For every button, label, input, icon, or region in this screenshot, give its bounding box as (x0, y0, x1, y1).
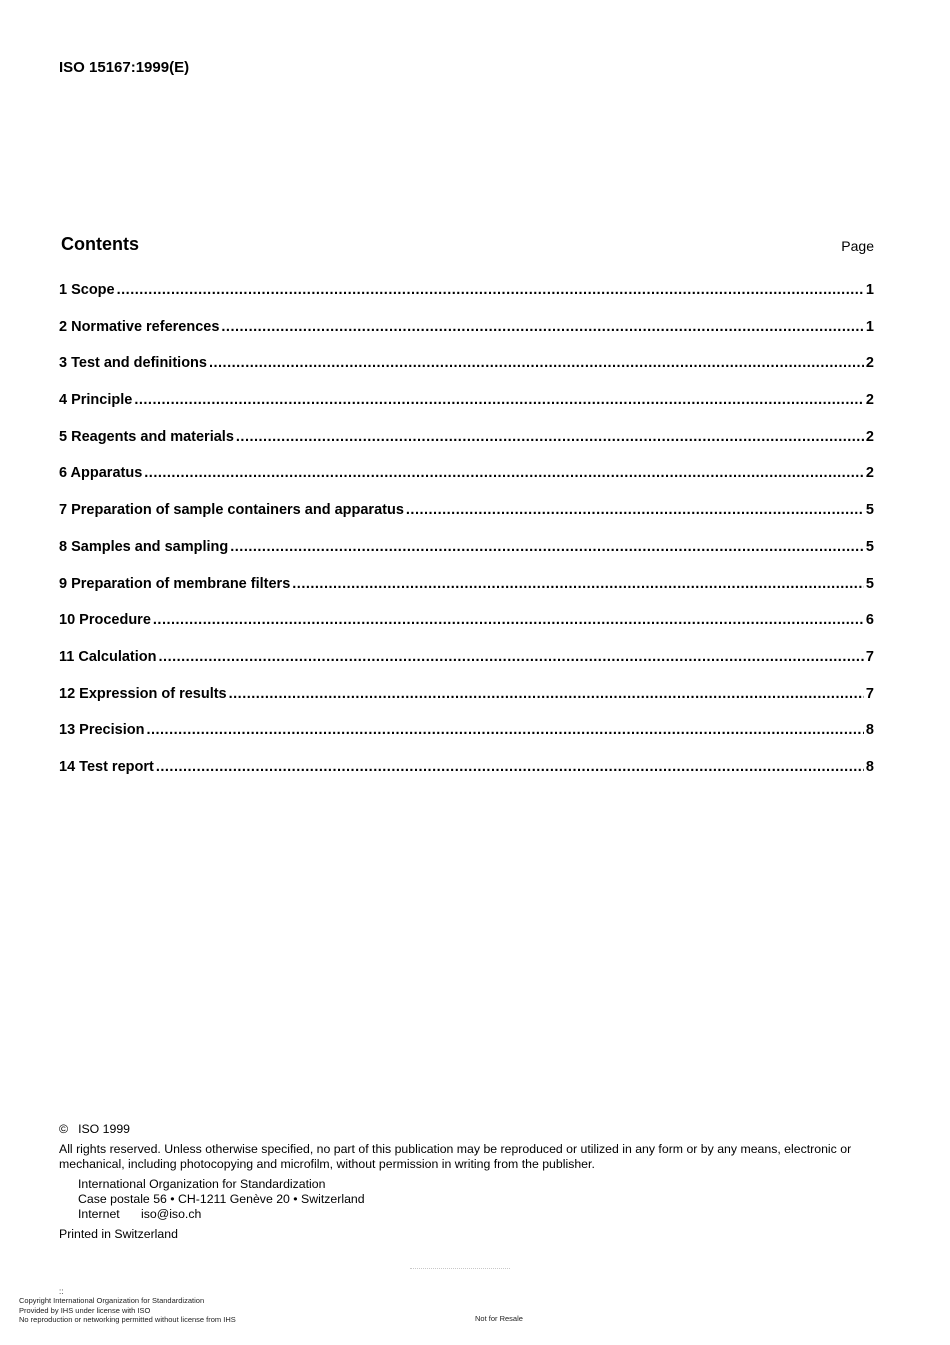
toc-dot-leader (156, 759, 864, 775)
publisher-address (78, 1177, 879, 1222)
toc-entry-page: 8 (865, 722, 874, 739)
publisher-name: International Organization for Standardization (78, 1177, 326, 1191)
toc-dot-leader (406, 502, 864, 518)
toc-entry-test-report[interactable] (59, 759, 874, 796)
toc-entry-title: 2 Normative references (59, 318, 220, 335)
toc-entry-procedure[interactable] (59, 612, 874, 649)
toc-entry-page: 7 (865, 685, 874, 702)
toc-entry-samples-and-sampling[interactable] (59, 539, 874, 576)
toc-dot-leader (292, 576, 864, 592)
copyright-symbol: © (59, 1122, 69, 1136)
toc-entry-reagents-and-materials[interactable] (59, 429, 874, 466)
toc-entry-page: 2 (865, 465, 874, 482)
toc-dot-leader (134, 392, 864, 408)
copyright-line (59, 1122, 879, 1137)
toc-entry-page: 5 (865, 502, 874, 519)
toc-entry-expression-of-results[interactable] (59, 686, 874, 723)
license-footer (19, 1288, 236, 1325)
footer-provided-line: Provided by IHS under license with ISO (19, 1305, 151, 1315)
toc-entry-title: 13 Precision (59, 722, 145, 739)
toc-dot-leader (229, 686, 864, 702)
toc-entry-title: 5 Reagents and materials (59, 428, 234, 445)
toc-entry-page: 2 (865, 428, 874, 445)
contents-heading: Contents (61, 234, 139, 254)
toc-entry-precision[interactable] (59, 722, 874, 759)
not-for-resale-notice: Not for Resale (475, 1314, 523, 1323)
toc-entry-title: 10 Procedure (59, 612, 151, 629)
toc-entry-page: 7 (865, 648, 874, 665)
toc-dot-leader (236, 429, 864, 445)
toc-dot-leader (209, 355, 864, 371)
document-id: ISO 15167:1999(E) (59, 59, 190, 76)
copyright-year: ISO 1999 (78, 1122, 131, 1136)
toc-entry-apparatus[interactable] (59, 465, 874, 502)
internet-label: Internet (78, 1207, 120, 1221)
toc-entry-title: 4 Principle (59, 392, 133, 409)
toc-dot-leader (159, 649, 864, 665)
toc-entry-page: 5 (865, 575, 874, 592)
toc-entry-test-and-definitions[interactable] (59, 355, 874, 392)
toc-dot-leader (117, 282, 864, 298)
rights-statement: All rights reserved. Unless otherwise specified, no part of this publication may be reproduced or utilized in any form or by any means, electronic or mechanical, including photocopying and microfilm, without permission in writing from the publisher. (59, 1142, 852, 1171)
table-of-contents (59, 282, 874, 796)
toc-dot-leader (144, 465, 864, 481)
toc-entry-normative-references[interactable] (59, 319, 874, 356)
toc-entry-page: 8 (865, 758, 874, 775)
toc-entry-page: 2 (865, 355, 874, 372)
internet-line (78, 1207, 879, 1222)
scan-artifact (410, 1268, 510, 1272)
toc-entry-title: 6 Apparatus (59, 465, 143, 482)
toc-entry-title: 1 Scope (59, 282, 115, 298)
toc-entry-scope[interactable] (59, 282, 874, 319)
toc-entry-title: 3 Test and definitions (59, 355, 207, 372)
email-address: iso@iso.ch (141, 1207, 202, 1221)
toc-dot-leader (153, 612, 864, 628)
toc-dot-leader (230, 539, 864, 555)
footer-marker: :: (59, 1287, 64, 1296)
toc-entry-principle[interactable] (59, 392, 874, 429)
toc-entry-title: 9 Preparation of membrane filters (59, 575, 291, 592)
postal-address: Case postale 56 • CH-1211 Genève 20 • Switzerland (78, 1192, 365, 1206)
toc-entry-title: 14 Test report (59, 758, 154, 775)
printed-in: Printed in Switzerland (59, 1227, 178, 1241)
toc-entry-page: 5 (865, 538, 874, 555)
toc-entry-preparation-of-sample-containers[interactable] (59, 502, 874, 539)
toc-dot-leader (146, 722, 863, 738)
toc-entry-preparation-of-membrane-filters[interactable] (59, 576, 874, 613)
toc-entry-title: 12 Expression of results (59, 685, 227, 702)
toc-entry-calculation[interactable] (59, 649, 874, 686)
footer-reproduction-line: No reproduction or networking permitted without license from IHS (19, 1315, 236, 1324)
toc-entry-page: 2 (865, 392, 874, 409)
toc-entry-page: 6 (865, 612, 874, 629)
toc-entry-title: 8 Samples and sampling (59, 538, 229, 555)
toc-entry-title: 7 Preparation of sample containers and apparatus (59, 502, 404, 519)
page-column-label: Page (841, 238, 874, 254)
footer-copyright-line: Copyright International Organization for Standardization (19, 1296, 205, 1305)
copyright-block (59, 1122, 879, 1242)
toc-entry-page: 1 (865, 318, 874, 335)
toc-entry-title: 11 Calculation (59, 648, 157, 665)
toc-entry-page: 1 (865, 282, 874, 298)
toc-dot-leader (221, 319, 864, 335)
